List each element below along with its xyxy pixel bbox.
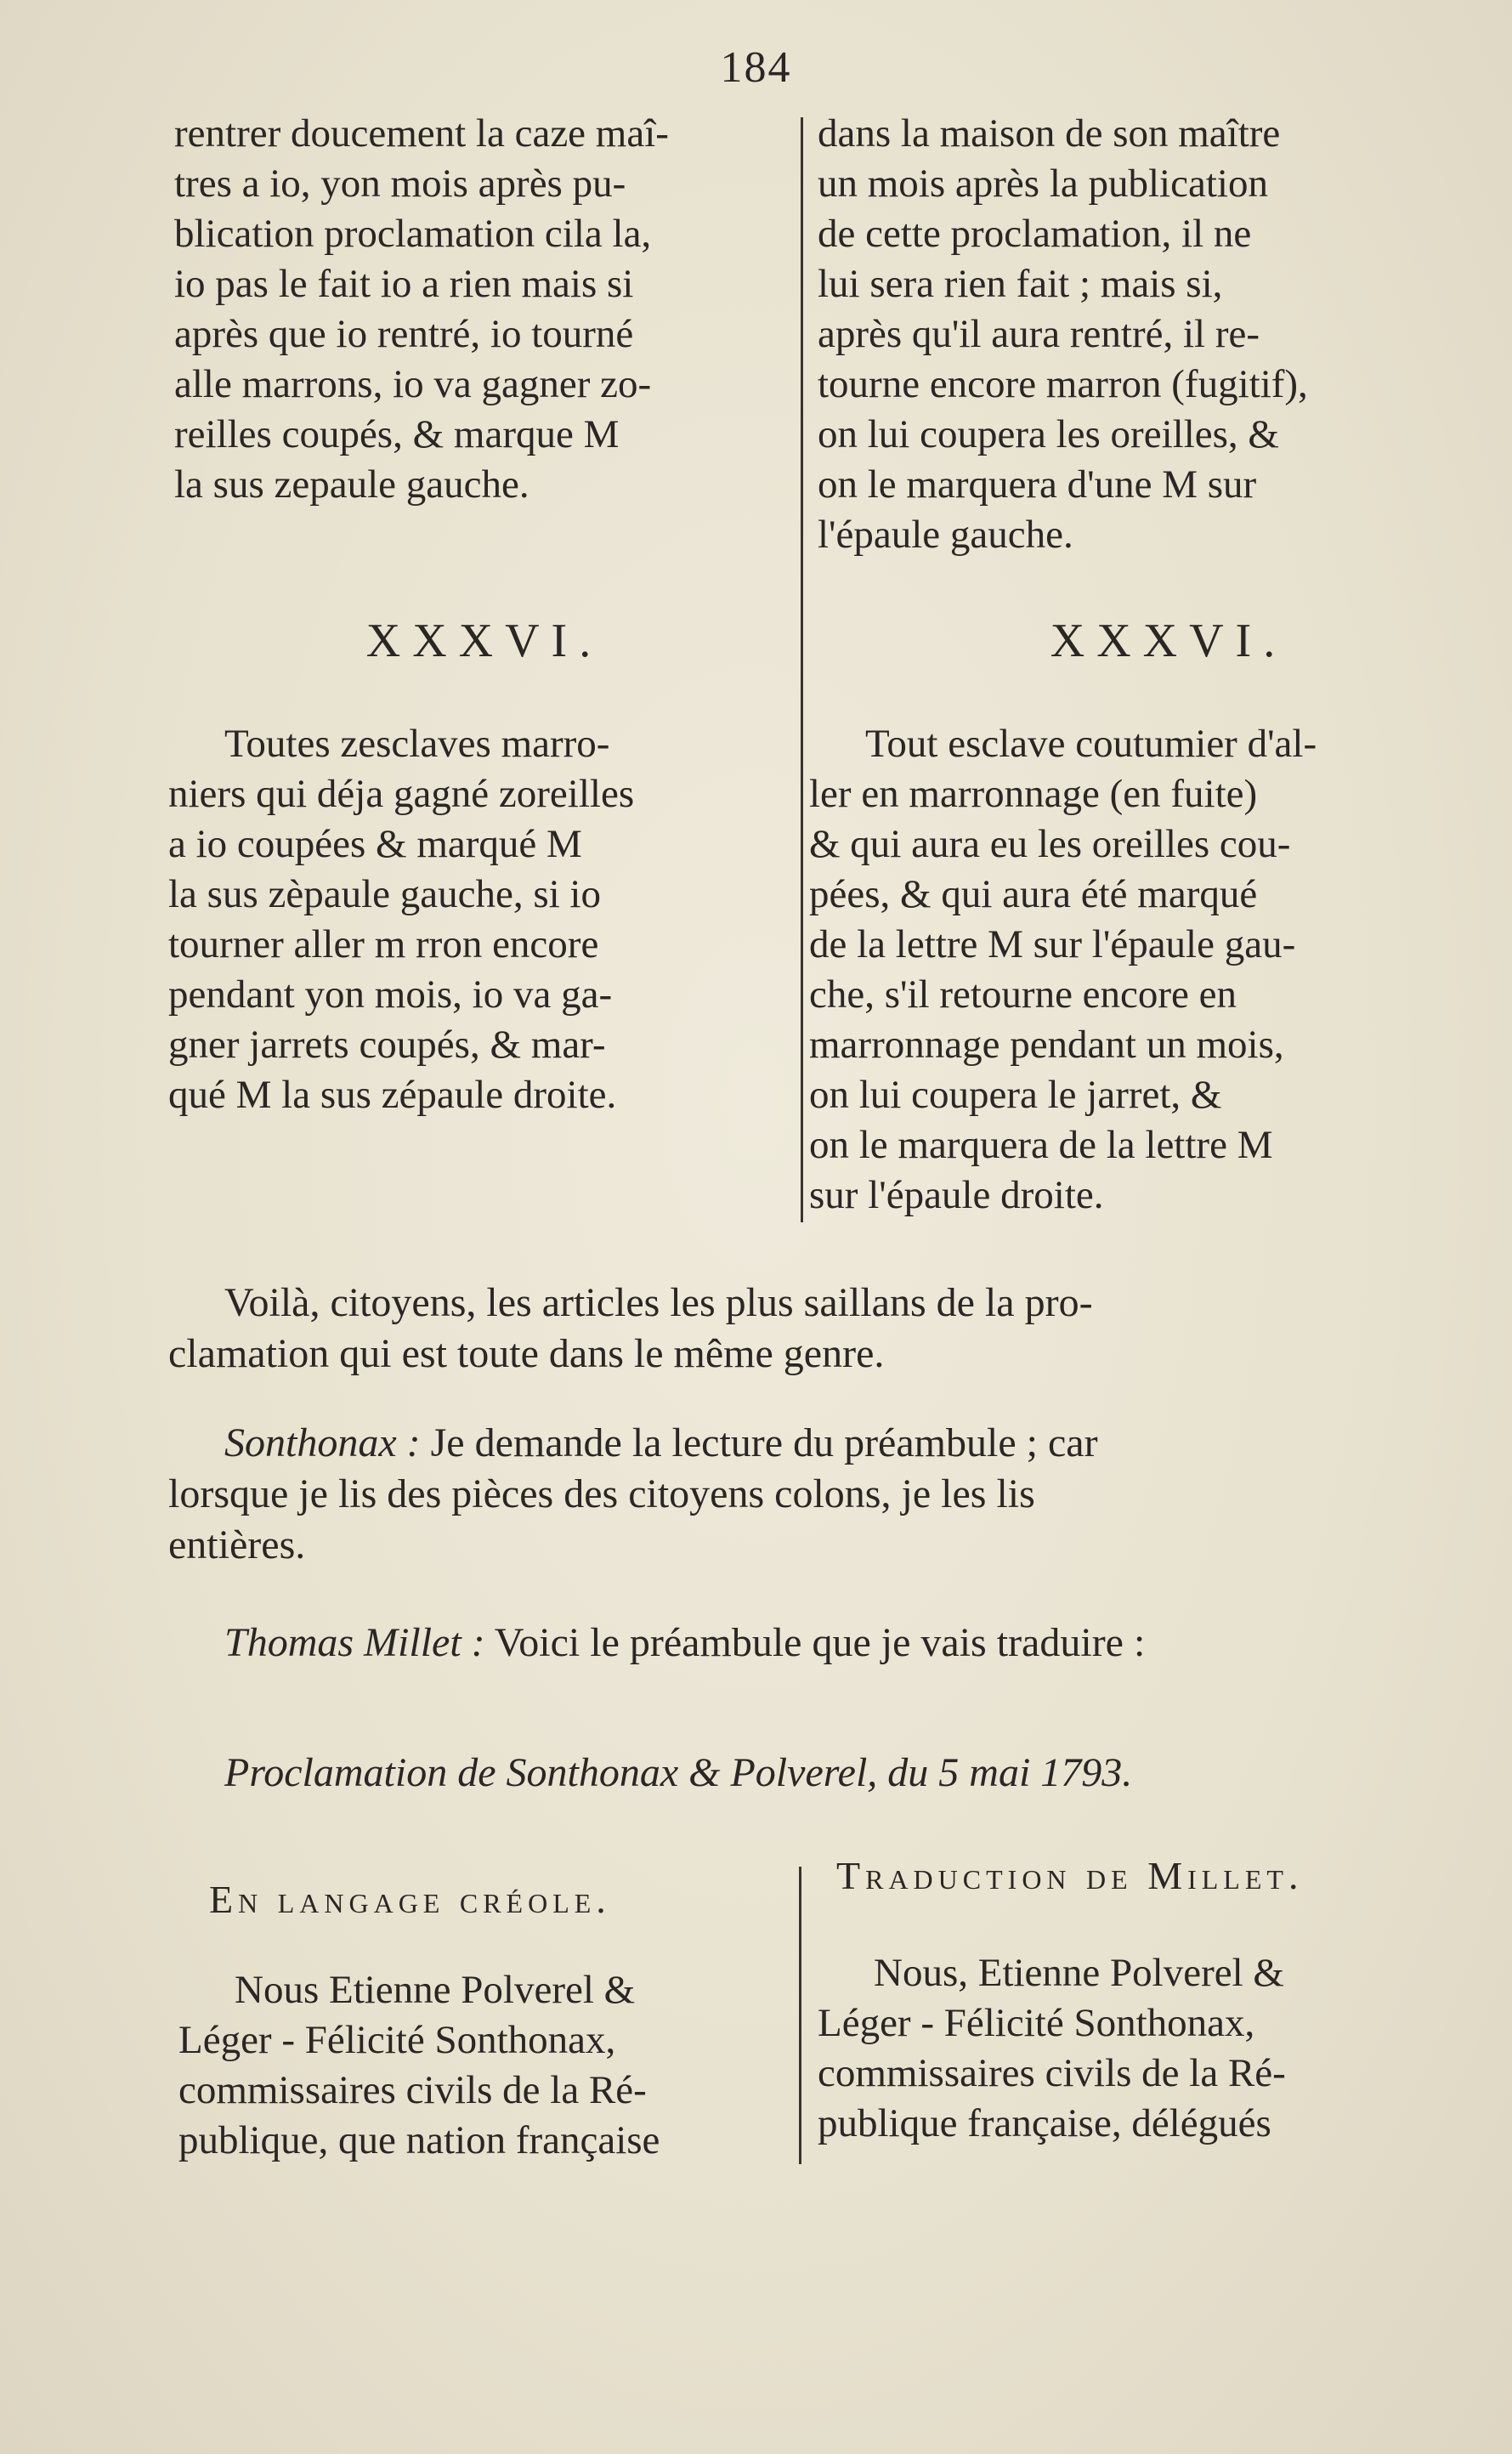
speaker-name: Thomas Millet :: [224, 1620, 485, 1665]
speaker-name: Sonthonax :: [224, 1420, 421, 1465]
text-line: l'épaule gauche.: [818, 513, 1073, 557]
text-line: rentrer doucement la caze maî-: [174, 111, 669, 156]
article-left-column: [168, 719, 780, 1120]
body-paragraph: [168, 1278, 1430, 1380]
text-line: tourner aller m rron encore: [168, 922, 599, 966]
text-line: qué M la sus zépaule droite.: [168, 1073, 617, 1117]
translation-column: [818, 1948, 1434, 2149]
page-number: 184: [720, 43, 792, 92]
text-line: on lui coupera les oreilles, &: [818, 412, 1279, 456]
column-divider: [799, 1867, 801, 2164]
text-line: blication proclamation cila la,: [174, 212, 652, 256]
text-line: de cette proclamation, il ne: [818, 212, 1252, 256]
text-line: la sus zepaule gauche.: [174, 462, 529, 507]
text-line: dans la maison de son maître: [818, 111, 1281, 156]
sonthonax-statement: [168, 1418, 1430, 1571]
text-line: tres a io, yon mois après pu-: [174, 162, 626, 206]
text-line: Toutes zesclaves marro-: [224, 722, 610, 766]
text-line: Tout esclave coutumier d'al-: [865, 722, 1317, 766]
text-line: Voilà, citoyens, les articles les plus saillans de la pro-: [224, 1280, 1093, 1325]
creole-column: [178, 1965, 784, 2166]
text-line: ler en marronnage (en fuite): [809, 772, 1258, 816]
text-line: Nous Etienne Polverel &: [235, 1968, 636, 2012]
millet-statement: [168, 1618, 1430, 1669]
text-line: tourne encore marron (fugitif),: [818, 362, 1308, 406]
creole-column-heading: En langage créole.: [209, 1878, 611, 1921]
text-line: pées, & qui aura été marqué: [809, 872, 1258, 916]
text-line: Nous, Etienne Polverel &: [874, 1951, 1284, 1995]
text-line: commissaires civils de la Ré-: [818, 2051, 1286, 2095]
text-line: a io coupées & marqué M: [168, 822, 582, 866]
text-line: après que io rentré, io tourné: [174, 312, 634, 356]
text-line: io pas le fait io a rien mais si: [174, 262, 634, 306]
text-line: Léger - Félicité Sonthonax,: [818, 2001, 1255, 2045]
text-line: commissaires civils de la Ré-: [178, 2068, 647, 2112]
text-line: che, s'il retourne encore en: [809, 972, 1237, 1017]
speech-text: Voici le préambule que je vais traduire :: [494, 1620, 1146, 1665]
text-line: & qui aura eu les oreilles cou-: [809, 822, 1291, 866]
text-line: entières.: [168, 1522, 306, 1567]
article-heading-creole: XXXVI.: [365, 615, 603, 667]
text-line: alle marrons, io va gagner zo-: [174, 362, 652, 406]
text-line: niers qui déja gagné zoreilles: [168, 772, 635, 816]
text-line: clamation qui est toute dans le même genre.: [168, 1331, 885, 1376]
translation-column-heading: Traduction de Millet.: [836, 1854, 1304, 1897]
text-line: sur l'épaule droite.: [809, 1173, 1104, 1217]
proclamation-title: [168, 1748, 1430, 1799]
text-line: gner jarrets coupés, & mar-: [168, 1023, 606, 1067]
text-line: on le marquera d'une M sur: [818, 462, 1257, 507]
text-line: un mois après la publication: [818, 162, 1268, 206]
speech-text: Je demande la lecture du préambule ; car: [430, 1420, 1098, 1465]
article-right-column: [809, 719, 1436, 1221]
text-line: pendant yon mois, io va ga-: [168, 972, 613, 1017]
top-left-column: [174, 109, 788, 510]
text-line: [168, 1418, 1430, 1469]
text-line: publique, que nation française: [178, 2118, 660, 2162]
text-line: après qu'il aura rentré, il re-: [818, 312, 1260, 356]
column-divider: [801, 117, 803, 1222]
article-heading-french: XXXVI.: [1050, 615, 1288, 667]
text-line: marronnage pendant un mois,: [809, 1023, 1284, 1067]
text-line: reilles coupés, & marque M: [174, 412, 620, 456]
text-line: la sus zèpaule gauche, si io: [168, 872, 601, 916]
text-line: lorsque je lis des pièces des citoyens colons, je les lis: [168, 1471, 1035, 1516]
text-line: publique française, délégués: [818, 2101, 1271, 2145]
text-line: Proclamation de Sonthonax & Polverel, du 5 mai 1793.: [224, 1750, 1133, 1795]
text-line: lui sera rien fait ; mais si,: [818, 262, 1223, 306]
text-line: Léger - Félicité Sonthonax,: [178, 2018, 616, 2062]
text-line: on lui coupera le jarret, &: [809, 1073, 1222, 1117]
text-line: de la lettre M sur l'épaule gau-: [809, 922, 1296, 966]
text-line: on le marquera de la lettre M: [809, 1123, 1273, 1167]
top-right-column: [818, 109, 1442, 560]
text-line: [168, 1618, 1430, 1669]
